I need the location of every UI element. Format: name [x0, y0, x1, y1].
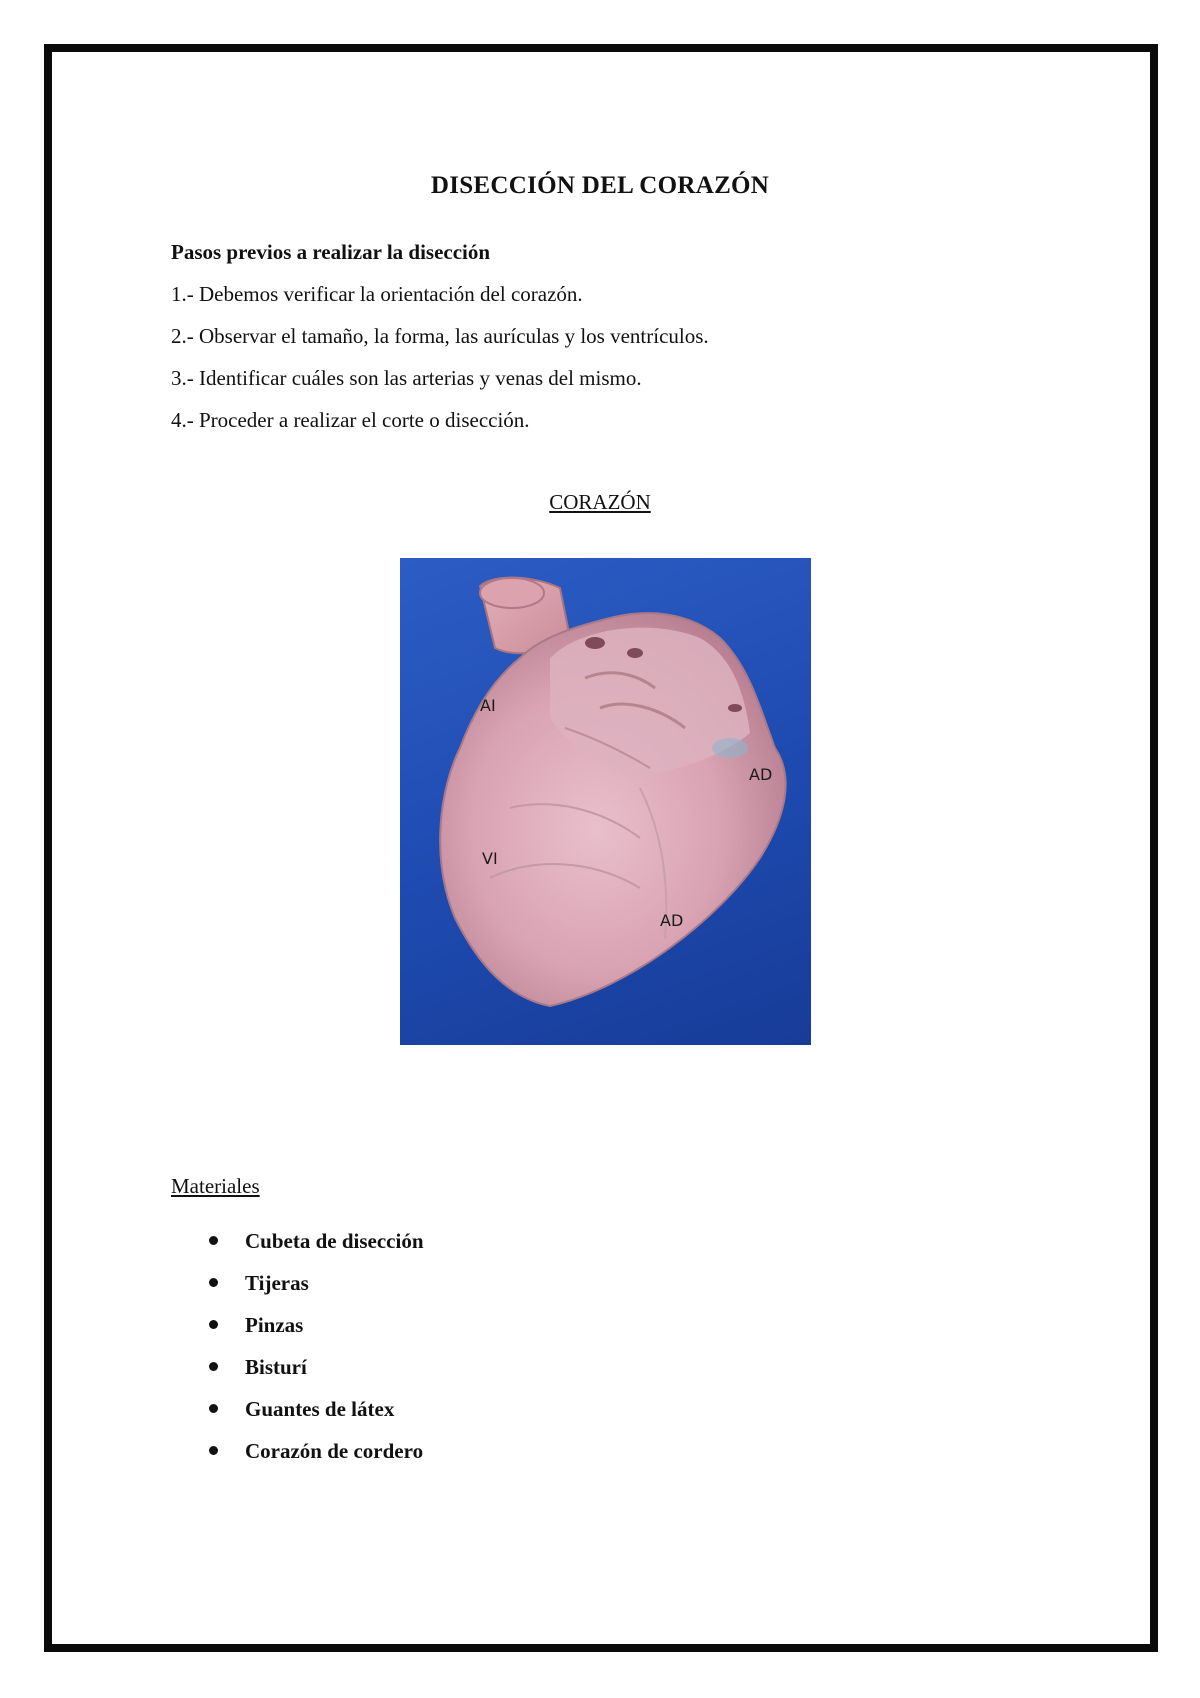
materials-list	[205, 1228, 424, 1480]
label-ad-upper: AD	[749, 765, 773, 784]
step-item: 1.- Debemos verificar la orientación del corazón.	[171, 282, 583, 306]
step-item: 3.- Identificar cuáles son las arterias y venas del mismo.	[171, 366, 642, 390]
steps-list	[171, 281, 709, 449]
bullet-icon	[209, 1236, 218, 1245]
bullet-icon	[209, 1404, 218, 1413]
step-item: 2.- Observar el tamaño, la forma, las aurículas y los ventrículos.	[171, 324, 709, 348]
material-item: Pinzas	[205, 1312, 424, 1354]
material-item: Tijeras	[205, 1270, 424, 1312]
label-ai: AI	[480, 696, 496, 715]
bullet-icon	[209, 1278, 218, 1287]
material-item: Guantes de látex	[205, 1396, 424, 1438]
bullet-icon	[209, 1320, 218, 1329]
document-title: DISECCIÓN DEL CORAZÓN	[430, 172, 770, 199]
material-item: Corazón de cordero	[205, 1438, 424, 1480]
materials-heading: Materiales	[171, 1174, 260, 1198]
heart-photo	[400, 558, 811, 1045]
label-ad-lower: AD	[660, 911, 684, 930]
bullet-icon	[209, 1446, 218, 1455]
material-item: Cubeta de disección	[205, 1228, 424, 1270]
bullet-icon	[209, 1362, 218, 1371]
steps-heading: Pasos previos a realizar la disección	[171, 240, 491, 264]
heart-illustration	[400, 558, 811, 1045]
figure-heading: CORAZÓN	[549, 490, 651, 514]
label-vi: VI	[482, 849, 498, 868]
material-item: Bisturí	[205, 1354, 424, 1396]
step-item: 4.- Proceder a realizar el corte o disección.	[171, 408, 530, 432]
